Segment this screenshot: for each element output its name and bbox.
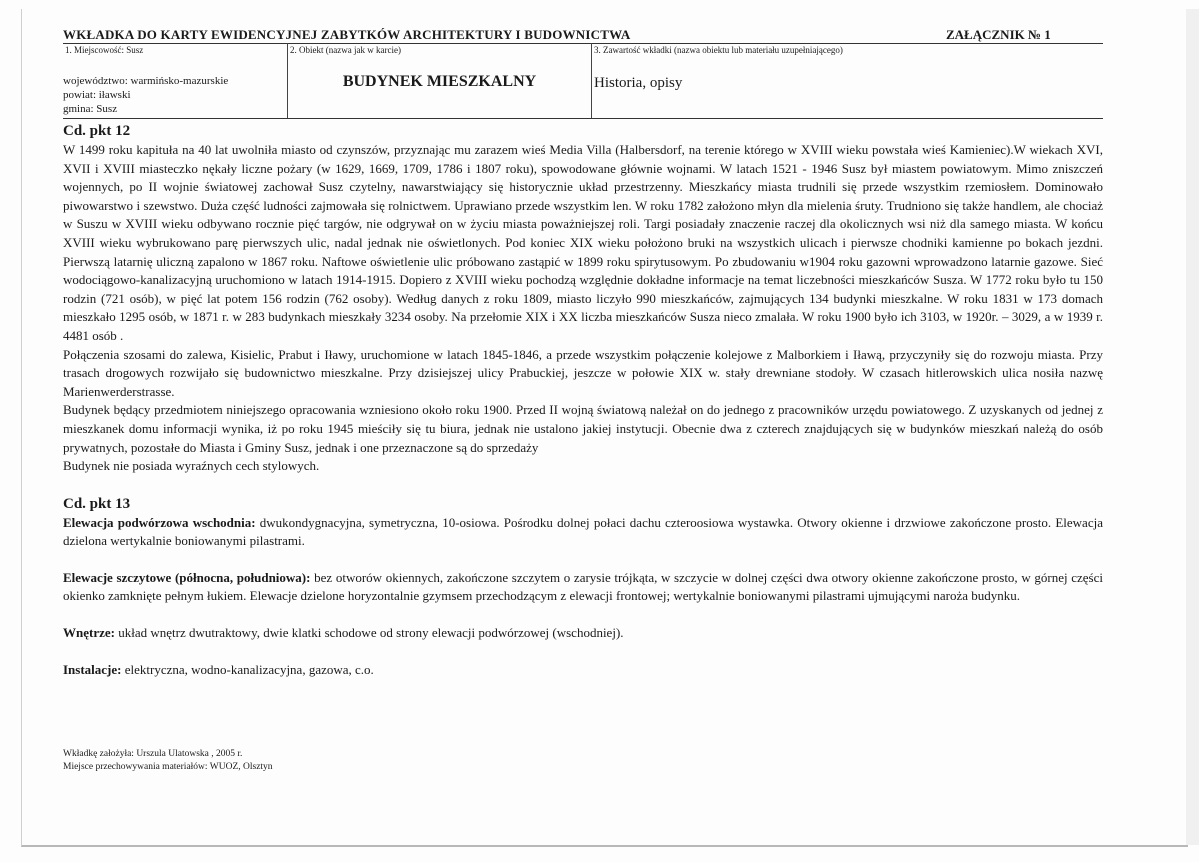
body-text — [63, 121, 1103, 679]
object-name: BUDYNEK MIESZKALNY — [342, 73, 537, 90]
installations-lead: Instalacje: — [63, 661, 122, 677]
spacer — [63, 551, 1103, 569]
location-details — [63, 74, 228, 116]
location-label: 1. Miejscowość: Susz — [65, 45, 144, 55]
east-elevation-text: dwukondygnacyjna, symetryczna, 10-osiowa. Pośrodku dolnej połaci dachu czteroosiowa wystawka. Otwory okienne i drzwiowe zakończone prosto. Elewacja dzielona wertykalnie boniowanymi pilastrami. — [63, 514, 1103, 549]
contents-cell — [592, 43, 1102, 118]
scan-edge — [1186, 9, 1199, 845]
gable-elevations-paragraph — [63, 569, 1103, 606]
east-elevation-paragraph — [63, 514, 1103, 551]
document-title: WKŁADKA DO KARTY EWIDENCYJNEJ ZABYTKÓW ARCHITEKTURY I BUDOWNICTWA — [63, 27, 631, 42]
author-line: Wkładkę założyła: Urszula Ulatowska , 2005 r. — [63, 749, 243, 759]
storage-line: Miejsce przechowywania materiałów: WUOZ, Olsztyn — [63, 762, 273, 772]
spacer — [63, 476, 1103, 494]
section-12-heading: Cd. pkt 12 — [63, 123, 131, 139]
style-paragraph: Budynek nie posiada wyraźnych cech stylowych. — [63, 458, 320, 474]
table-rule — [63, 118, 1103, 119]
installations-text: elektryczna, wodno-kanalizacyjna, gazowa, c.o. — [121, 661, 374, 677]
contents-value: Historia, opisy — [594, 75, 683, 91]
contents-label: 3. Zawartość wkładki (nazwa obiektu lub materiału uzupełniającego) — [594, 45, 843, 55]
location-cell — [63, 43, 288, 118]
transport-paragraph: Połączenia szosami do zalewa, Kisielic, Prabut i Iławy, uruchomione w latach 1845-1846, a przede wszystkim połączenie kolejowe z Malborkiem i Iławą, przyczyniły się do rozwoju miasta. Przy trasach drogowych rozwijało się budownictwo mieszkalne. Przy dzisiejszej ulicy Prabuckiej, jeszcze w połowie XIX w. stały drewniane stodoły. W czasach hitlerowskich ulica nosiła nazwę Marienwerderstrasse. — [63, 346, 1103, 399]
east-elevation-lead: Elewacja podwórzowa wschodnia: — [63, 514, 256, 530]
spacer — [63, 643, 1103, 661]
annex-label: ZAŁĄCZNIK № 1 — [946, 27, 1051, 42]
object-cell — [288, 43, 592, 118]
installations-paragraph — [63, 661, 1103, 680]
interior-lead: Wnętrze: — [63, 625, 115, 641]
history-paragraph: W 1499 roku kapituła na 40 lat uwolniła miasto od czynszów, przyznając mu zarazem wieś Media Villa (Halbersdorf, na terenie którego w XVIII wieku powstała wieś Kamieniec).W wiekach XVI, XVII i XVIII miasteczko nękały liczne pożary (w 1629, 1669, 1709, 1786 i 1807 roku), spowodowane głównie wojnami. W latach 1521 - 1946 Susz był miastem powiatowym. Mimo zniszczeń wojennych, po II wojnie światowej zachował Susz czytelny, nawarstwiający się historycznie układ przestrzenny. Mieszkańcy miasta trudnili się przede wszystkim rzemiosłem. Dominowało piwowarstwo i szewstwo. Duża część ludności zajmowała się rolnictwem. Uprawiano przede wszystkim len. W roku 1782 założono młyn dla mielenia śruty. Trudniono się także handlem, ale chociaż w Suszu w XVIII wieku odbywano rocznie pięć targów, nie odgrywał on w życiu miasta poważniejszej roli. Targi posiadały znaczenie raczej dla okolicznych wsi niż dla samego miasta. W końcu XVIII wieku wybrukowano parę pierwszych ulic, nadal jednak nie oświetlonych. Pod koniec XIX wieku położono bruki na wszystkich ulicach i pierwsze chodniki kamienne po bokach jezdni. Pierwszą latarnię uliczną zapalono w 1867 roku. Naftowe oświetlenie ulic próbowano zastąpić w 1899 roku spirytusowym. Po zbudowaniu w1904 roku gazowni wprowadzono latarnie gazowe. Sieć wodociągowo-kanalizacyjną uruchomiono w latach 1914-1915. Dopiero z XVIII wieku pochodzą względnie dokładne informacje na temat liczebności mieszkańców Susza. W 1772 roku było tu 150 rodzin (721 osób), w pięć lat potem 156 rodzin (762 osoby). Według danych z roku 1809, miasto liczyło 990 mieszkańców, zajmujących 134 budynki mieszkalne. W roku 1831 w 173 domach mieszkało 1295 osób, w 1871 r. w 283 budynkach mieszkały 3234 osoby. Na przełomie XIX i XX liczba mieszkańców Susza nieco zmalała. W roku 1900 było ich 3103, w 1920r. – 3029, a w 1939 r. 4481 osób . — [63, 142, 1103, 343]
building-paragraph: Budynek będący przedmiotem niniejszego opracowania wzniesiono około roku 1900. Przed II wojną światową należał on do jednego z pracowników urzędu powiatowego. Z uzyskanych od jednej z mieszkanek domu informacji wynika, iż po roku 1945 mieściły się tu biura, jednak nie ustalono jakiej instytucji. Obecnie dwa z czterech znajdujących się w budynków mieszkań należą do osób prywatnych, pozostałe do Miasta i Gminy Susz, jednak i one przeznaczone są do sprzedaży — [63, 402, 1103, 455]
spacer — [63, 606, 1103, 624]
gable-elevations-lead: Elewacje szczytowe (północna, południowa): — [63, 569, 311, 585]
voivodeship-line: województwo: warmińsko-mazurskie — [63, 75, 229, 87]
section-13-heading: Cd. pkt 13 — [63, 495, 131, 512]
interior-text: układ wnętrz dwutraktowy, dwie klatki schodowe od strony elewacji podwórzowej (wschodniej). — [114, 625, 624, 641]
county-line: powiat: iławski — [63, 89, 131, 101]
interior-paragraph — [63, 624, 1103, 643]
footer — [63, 748, 273, 774]
object-label: 2. Obiekt (nazwa jak w karcie) — [290, 45, 401, 55]
gable-elevations-text: bez otworów okiennych, zakończone szczytem o zarysie trójkąta, w szczycie w dolnej części dwa otwory okienne zakończone prosto, w górnej części okienko zamknięte pełnym łukiem. Elewacje dzielone horyzontalnie gzymsem przechodzącym z elewacji frontowej; wertykalnie boniowanymi pilastrami ujmującymi naroża budynku. — [63, 569, 1103, 604]
commune-line: gmina: Susz — [63, 103, 118, 115]
